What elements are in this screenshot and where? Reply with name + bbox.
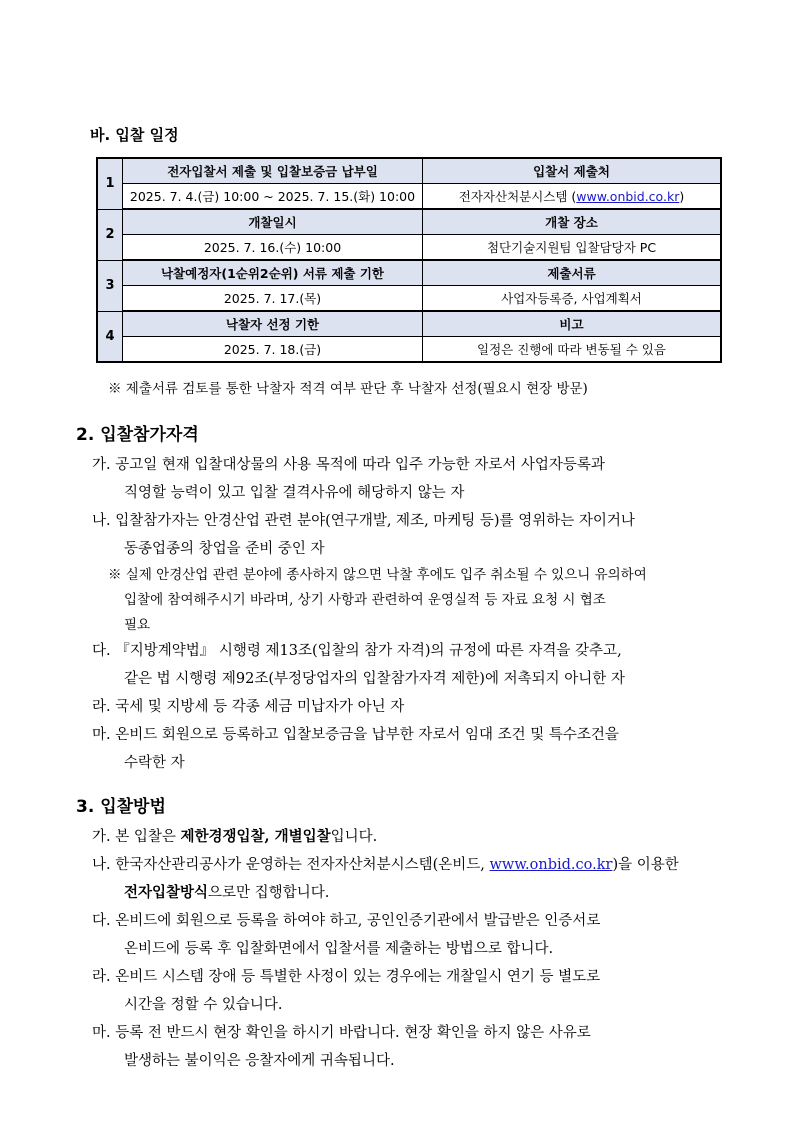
header-cell: 낙찰예정자(1순위2순위) 서류 제출 기한 (123, 260, 423, 286)
header-cell: 전자입찰서 제출 및 입찰보증금 납부일 (123, 158, 423, 184)
value-cell: 첨단기술지원팀 입찰담당자 PC (423, 235, 722, 261)
paragraph-line: 가. 공고일 현재 입찰대상물의 사용 목적에 따라 입주 가능한 자로서 사업자등록과 (92, 457, 605, 473)
header-cell: 비고 (423, 311, 722, 337)
paragraph-note-line: 필요 (124, 617, 151, 633)
table-row (97, 184, 721, 210)
onbid-link[interactable]: www.onbid.co.kr (576, 189, 680, 204)
header-cell: 개찰 장소 (423, 209, 722, 235)
bold-text: 제한경쟁입찰, 개별입찰 (180, 828, 331, 845)
value-cell: 2025. 7. 4.(금) 10:00 ~ 2025. 7. 15.(화) 10:00 (123, 184, 423, 210)
paragraph-note-line: 입찰에 참여해주시기 바라며, 상기 사항과 관련하여 운영실적 등 자료 요청 시 협조 (124, 592, 606, 608)
onbid-link[interactable]: www.onbid.co.kr (489, 857, 613, 873)
paragraph-line (92, 825, 377, 846)
row-number: 3 (97, 260, 123, 311)
paragraph-line: 수락한 자 (124, 755, 185, 771)
text: 으로만 집행합니다. (208, 885, 330, 901)
text: 입니다. (330, 829, 378, 845)
paragraph-line: 라. 국세 및 지방세 등 각종 세금 미납자가 아닌 자 (92, 699, 405, 715)
paragraph-note-line: ※ 실제 안경산업 관련 분야에 종사하지 않으면 낙찰 후에도 입주 취소될 수 있으니 유의하여 (108, 567, 647, 583)
value-cell: 일정은 진행에 따라 변동될 수 있음 (423, 337, 722, 363)
table-row (97, 158, 721, 184)
paragraph-line: 동종업종의 창업을 준비 중인 자 (124, 541, 325, 557)
text: 나. 한국자산관리공사가 운영하는 전자자산처분시스템(온비드, (92, 857, 490, 873)
paragraph-line: 다. 온비드에 회원으로 등록을 하여야 하고, 공인인증기관에서 발급받은 인증서로 (92, 913, 601, 929)
table-row (97, 311, 721, 337)
cell-text: 전자자산처분시스템 ( (458, 189, 577, 204)
schedule-title: 바. 입찰 일정 (90, 126, 179, 144)
paragraph-line: 온비드에 등록 후 입찰화면에서 입찰서를 제출하는 방법으로 합니다. (124, 941, 554, 957)
schedule-table (96, 157, 722, 363)
section-title: 2. 입찰참가자격 (76, 425, 199, 445)
table-row (97, 260, 721, 286)
text: 가. 본 입찰은 (92, 829, 181, 845)
paragraph-line (124, 881, 329, 902)
paragraph-line: 다. 『지방계약법』 시행령 제13조(입찰의 참가 자격)의 규정에 따른 자격을 갖추고, (92, 643, 622, 659)
value-cell: 2025. 7. 18.(금) (123, 337, 423, 363)
value-cell: 2025. 7. 17.(목) (123, 286, 423, 312)
paragraph-line: 마. 온비드 회원으로 등록하고 입찰보증금을 납부한 자로서 임대 조건 및 특수조건을 (92, 727, 619, 743)
section-title: 3. 입찰방법 (76, 797, 166, 817)
paragraph-line: 직영할 능력이 있고 입찰 결격사유에 해당하지 않는 자 (124, 485, 465, 501)
table-row (97, 337, 721, 363)
table-row (97, 235, 721, 261)
row-number: 4 (97, 311, 123, 362)
header-cell: 제출서류 (423, 260, 722, 286)
table-row (97, 286, 721, 312)
schedule-note: ※ 제출서류 검토를 통한 낙찰자 적격 여부 판단 후 낙찰자 선정(필요시 현장 방문) (108, 381, 588, 397)
paragraph-line: 같은 법 시행령 제92조(부정당업자의 입찰참가자격 제한)에 저촉되지 아니한 자 (124, 671, 625, 687)
text: )을 이용한 (612, 857, 679, 873)
header-cell: 낙찰자 선정 기한 (123, 311, 423, 337)
paragraph-line: 시간을 정할 수 있습니다. (124, 997, 283, 1013)
paragraph-line: 마. 등록 전 반드시 현장 확인을 하시기 바랍니다. 현장 확인을 하지 않은 사유로 (92, 1025, 591, 1041)
value-cell: 사업자등록증, 사업계획서 (423, 286, 722, 312)
row-number: 1 (97, 158, 123, 209)
paragraph-line: 나. 입찰참가자는 안경산업 관련 분야(연구개발, 제조, 마케팅 등)를 영위하는 자이거나 (92, 513, 635, 529)
row-number: 2 (97, 209, 123, 260)
cell-text: ) (679, 189, 685, 204)
bold-text: 전자입찰방식 (124, 884, 209, 901)
value-cell (423, 184, 722, 210)
table-row (97, 209, 721, 235)
paragraph-line: 라. 온비드 시스템 장애 등 특별한 사정이 있는 경우에는 개찰일시 연기 등 별도로 (92, 969, 601, 985)
paragraph-line (92, 853, 679, 874)
header-cell: 입찰서 제출처 (423, 158, 722, 184)
header-cell: 개찰일시 (123, 209, 423, 235)
paragraph-line: 발생하는 불이익은 응찰자에게 귀속됩니다. (124, 1053, 395, 1069)
value-cell: 2025. 7. 16.(수) 10:00 (123, 235, 423, 261)
